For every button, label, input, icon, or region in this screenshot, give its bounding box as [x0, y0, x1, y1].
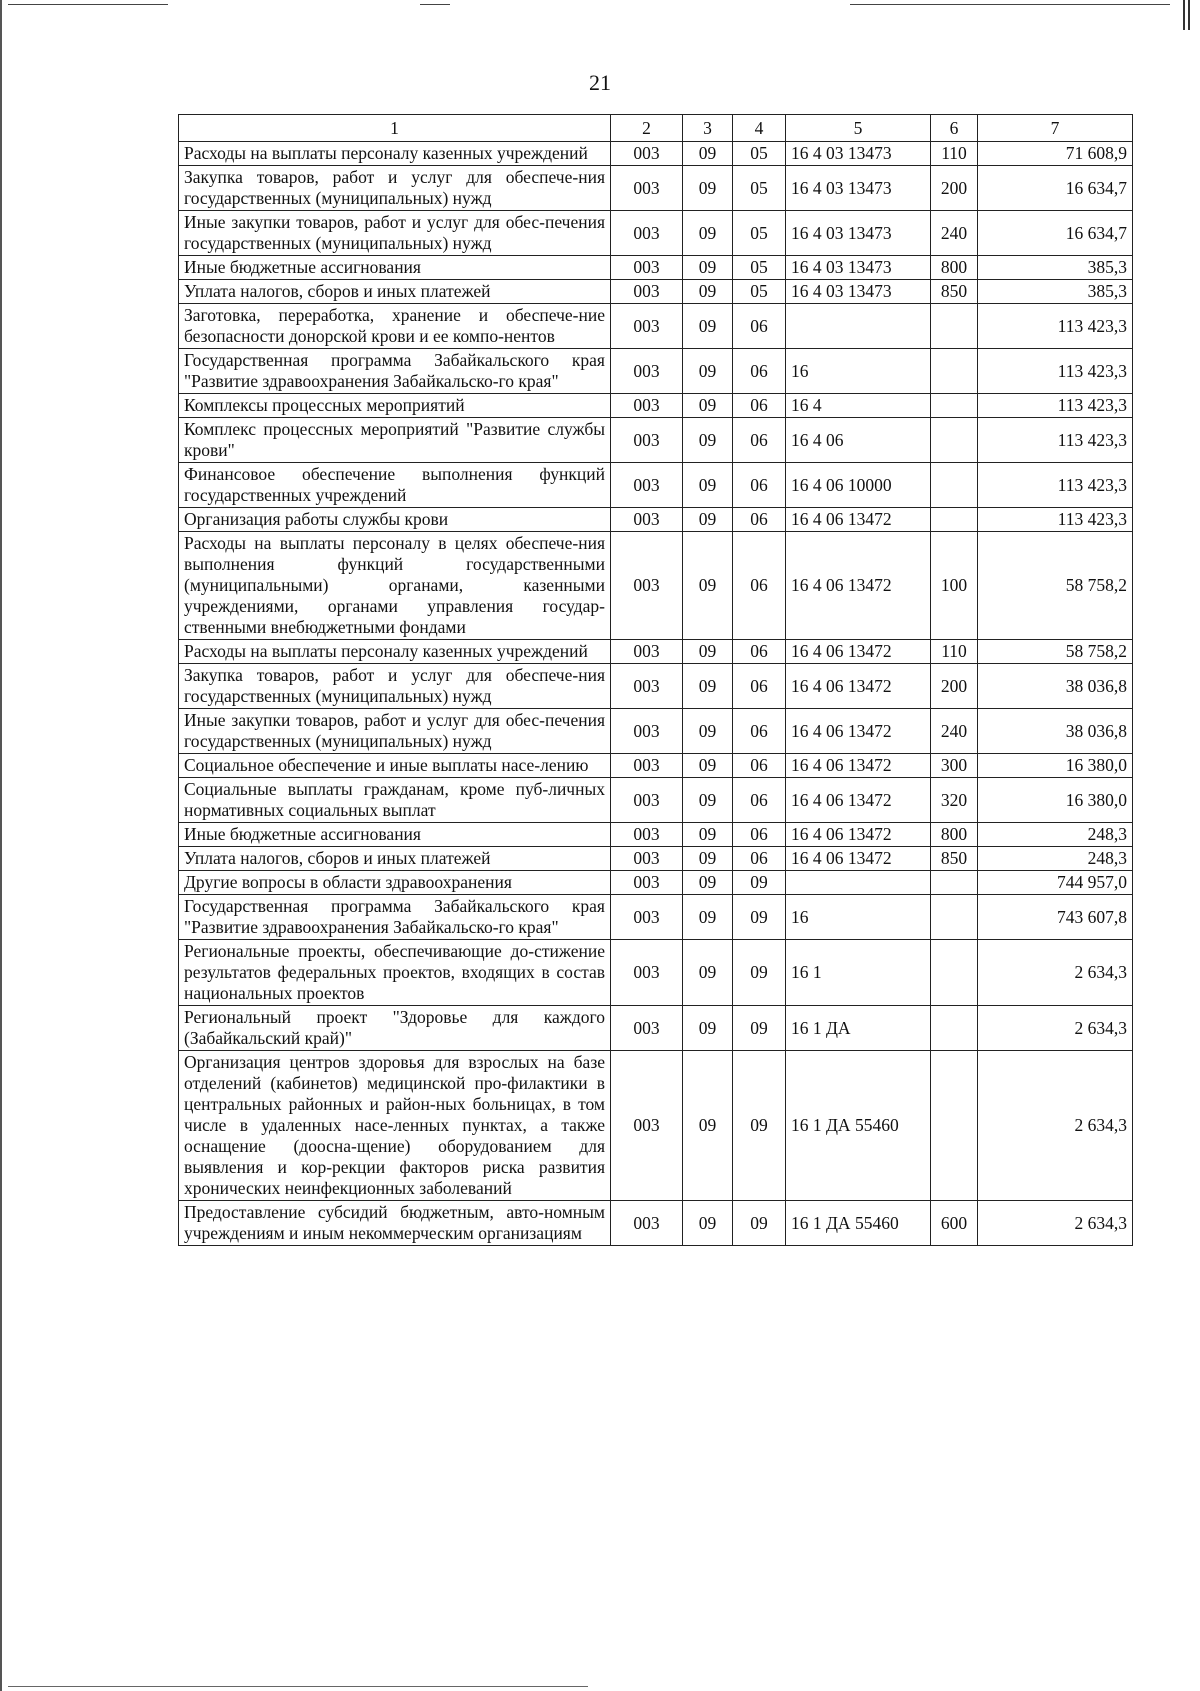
row-col-5: 16 4 06 13472: [786, 532, 931, 640]
table-row: [179, 349, 1133, 394]
table-row: [179, 709, 1133, 754]
row-col-7: 744 957,0: [978, 871, 1133, 895]
row-col-7: 248,3: [978, 823, 1133, 847]
row-description: Иные закупки товаров, работ и услуг для обес-печения государственных (муниципальных) нужд: [179, 709, 611, 754]
column-header: 5: [786, 115, 931, 142]
row-col-4: 06: [733, 823, 786, 847]
budget-table: [178, 114, 1133, 1246]
table-row: [179, 754, 1133, 778]
row-col-2: 003: [611, 1201, 683, 1246]
scan-line-top-right: [850, 4, 1170, 5]
row-col-6: 200: [931, 166, 978, 211]
row-col-3: 09: [683, 280, 733, 304]
row-col-7: 385,3: [978, 280, 1133, 304]
row-description: Организация центров здоровья для взрослых на базе отделений (кабинетов) медицинской про-филактики в центральных районных и район-ных больницах, в том числе в удаленных насе-ленных пунктах, а также оснащение (доосна-щение) оборудованием для выявления и кор-рекции факторов риска развития хронических неинфекционных заболеваний: [179, 1051, 611, 1201]
row-col-5: 16 4 06: [786, 418, 931, 463]
table-row: [179, 211, 1133, 256]
row-col-2: 003: [611, 211, 683, 256]
table-row: [179, 871, 1133, 895]
row-col-6: [931, 418, 978, 463]
row-col-2: 003: [611, 304, 683, 349]
table-row: [179, 280, 1133, 304]
row-col-6: [931, 349, 978, 394]
row-col-3: 09: [683, 142, 733, 166]
row-col-4: 09: [733, 1006, 786, 1051]
table-row: [179, 847, 1133, 871]
row-col-5: 16 4 03 13473: [786, 166, 931, 211]
row-col-4: 05: [733, 256, 786, 280]
row-col-3: 09: [683, 394, 733, 418]
row-col-3: 09: [683, 211, 733, 256]
row-col-2: 003: [611, 778, 683, 823]
table-row: [179, 778, 1133, 823]
row-col-7: 16 634,7: [978, 166, 1133, 211]
row-col-4: 09: [733, 871, 786, 895]
row-col-7: 113 423,3: [978, 508, 1133, 532]
row-col-3: 09: [683, 709, 733, 754]
row-col-6: 200: [931, 664, 978, 709]
row-col-7: 2 634,3: [978, 1006, 1133, 1051]
row-col-4: 06: [733, 664, 786, 709]
row-col-4: 06: [733, 532, 786, 640]
row-col-3: 09: [683, 940, 733, 1006]
row-col-3: 09: [683, 532, 733, 640]
row-col-3: 09: [683, 895, 733, 940]
row-col-5: 16 4 06 13472: [786, 508, 931, 532]
row-col-4: 09: [733, 1051, 786, 1201]
row-col-3: 09: [683, 418, 733, 463]
row-description: Уплата налогов, сборов и иных платежей: [179, 280, 611, 304]
row-col-3: 09: [683, 304, 733, 349]
row-col-5: 16 4 06 10000: [786, 463, 931, 508]
row-col-7: 113 423,3: [978, 304, 1133, 349]
row-col-7: 2 634,3: [978, 1051, 1133, 1201]
row-col-4: 06: [733, 394, 786, 418]
row-col-7: 743 607,8: [978, 895, 1133, 940]
table-row: [179, 895, 1133, 940]
row-col-5: 16 4 06 13472: [786, 664, 931, 709]
row-col-5: 16 4 03 13473: [786, 256, 931, 280]
row-col-3: 09: [683, 664, 733, 709]
row-col-5: 16 1: [786, 940, 931, 1006]
table-row: [179, 508, 1133, 532]
row-col-3: 09: [683, 256, 733, 280]
row-description: Расходы на выплаты персоналу казенных учреждений: [179, 640, 611, 664]
row-description: Расходы на выплаты персоналу казенных учреждений: [179, 142, 611, 166]
row-description: Иные бюджетные ассигнования: [179, 823, 611, 847]
row-col-4: 06: [733, 847, 786, 871]
row-col-4: 09: [733, 1201, 786, 1246]
row-col-2: 003: [611, 349, 683, 394]
row-col-4: 09: [733, 940, 786, 1006]
row-col-4: 06: [733, 640, 786, 664]
row-description: Расходы на выплаты персоналу в целях обеспече-ния выполнения функций государственными (муниципальными) органами, казенными учреждениями, органами управления государ-ственными внебюджетными фондами: [179, 532, 611, 640]
row-col-5: 16 4 03 13473: [786, 280, 931, 304]
row-col-3: 09: [683, 1051, 733, 1201]
row-col-6: 800: [931, 256, 978, 280]
row-col-6: [931, 871, 978, 895]
row-col-6: 110: [931, 640, 978, 664]
row-col-6: [931, 1051, 978, 1201]
row-col-2: 003: [611, 280, 683, 304]
row-col-6: [931, 508, 978, 532]
row-col-4: 06: [733, 418, 786, 463]
row-col-2: 003: [611, 394, 683, 418]
row-col-2: 003: [611, 142, 683, 166]
row-col-3: 09: [683, 754, 733, 778]
row-col-2: 003: [611, 532, 683, 640]
row-col-7: 58 758,2: [978, 640, 1133, 664]
row-col-2: 003: [611, 508, 683, 532]
row-col-5: 16 4 06 13472: [786, 754, 931, 778]
row-col-2: 003: [611, 664, 683, 709]
row-col-3: 09: [683, 640, 733, 664]
table-row: [179, 142, 1133, 166]
row-description: Региональный проект "Здоровье для каждого (Забайкальский край)": [179, 1006, 611, 1051]
row-col-6: 320: [931, 778, 978, 823]
row-col-7: 113 423,3: [978, 349, 1133, 394]
table-row: [179, 256, 1133, 280]
table-row: [179, 532, 1133, 640]
row-col-7: 113 423,3: [978, 418, 1133, 463]
row-col-2: 003: [611, 847, 683, 871]
table-row: [179, 640, 1133, 664]
row-col-3: 09: [683, 166, 733, 211]
row-col-6: [931, 394, 978, 418]
row-col-2: 003: [611, 823, 683, 847]
scan-line-top-middle: [420, 4, 450, 5]
row-description: Государственная программа Забайкальского края "Развитие здравоохранения Забайкальско-го края": [179, 349, 611, 394]
row-col-5: 16 4 03 13473: [786, 211, 931, 256]
row-col-2: 003: [611, 1006, 683, 1051]
table-row: [179, 1006, 1133, 1051]
page-number: 21: [589, 70, 611, 95]
row-col-5: 16 4 06 13472: [786, 847, 931, 871]
row-col-4: 06: [733, 709, 786, 754]
row-col-3: 09: [683, 847, 733, 871]
row-col-5: [786, 304, 931, 349]
row-description: Государственная программа Забайкальского края "Развитие здравоохранения Забайкальско-го края": [179, 895, 611, 940]
row-col-7: 2 634,3: [978, 1201, 1133, 1246]
scan-line-top-left: [8, 4, 168, 5]
row-col-6: 600: [931, 1201, 978, 1246]
table-row: [179, 418, 1133, 463]
row-col-3: 09: [683, 823, 733, 847]
row-description: Иные бюджетные ассигнования: [179, 256, 611, 280]
row-col-7: 16 634,7: [978, 211, 1133, 256]
row-description: Заготовка, переработка, хранение и обеспече-ние безопасности донорской крови и ее компо-нентов: [179, 304, 611, 349]
table-row: [179, 1201, 1133, 1246]
column-header: 1: [179, 115, 611, 142]
row-col-6: 800: [931, 823, 978, 847]
column-header: 4: [733, 115, 786, 142]
row-col-3: 09: [683, 778, 733, 823]
row-col-6: 110: [931, 142, 978, 166]
scan-border-left: [0, 0, 2, 1691]
row-col-6: 850: [931, 847, 978, 871]
row-col-7: 71 608,9: [978, 142, 1133, 166]
row-col-2: 003: [611, 256, 683, 280]
row-col-7: 58 758,2: [978, 532, 1133, 640]
row-col-3: 09: [683, 1006, 733, 1051]
row-col-7: 385,3: [978, 256, 1133, 280]
row-description: Иные закупки товаров, работ и услуг для обес-печения государственных (муниципальных) нужд: [179, 211, 611, 256]
row-col-5: 16: [786, 349, 931, 394]
row-col-4: 05: [733, 211, 786, 256]
row-col-2: 003: [611, 1051, 683, 1201]
row-col-6: 100: [931, 532, 978, 640]
column-header: 6: [931, 115, 978, 142]
row-col-4: 09: [733, 895, 786, 940]
row-col-7: 38 036,8: [978, 664, 1133, 709]
row-col-2: 003: [611, 895, 683, 940]
row-col-7: 113 423,3: [978, 463, 1133, 508]
row-col-5: 16 1 ДА: [786, 1006, 931, 1051]
row-col-6: 850: [931, 280, 978, 304]
row-col-7: 248,3: [978, 847, 1133, 871]
row-description: Уплата налогов, сборов и иных платежей: [179, 847, 611, 871]
row-col-6: [931, 1006, 978, 1051]
row-description: Региональные проекты, обеспечивающие до-стижение результатов федеральных проектов, входящих в состав национальных проектов: [179, 940, 611, 1006]
row-description: Комплексы процессных мероприятий: [179, 394, 611, 418]
row-col-6: 240: [931, 211, 978, 256]
row-col-7: 38 036,8: [978, 709, 1133, 754]
row-col-6: 240: [931, 709, 978, 754]
row-col-4: 05: [733, 166, 786, 211]
scan-mark-right: [1183, 0, 1190, 30]
scan-line-bottom: [8, 1686, 588, 1687]
column-header: 7: [978, 115, 1133, 142]
row-col-5: 16 4 06 13472: [786, 640, 931, 664]
row-col-4: 06: [733, 754, 786, 778]
row-col-5: 16 4 06 13472: [786, 823, 931, 847]
row-col-7: 16 380,0: [978, 778, 1133, 823]
table-row: [179, 394, 1133, 418]
row-col-2: 003: [611, 871, 683, 895]
row-col-5: 16 4 06 13472: [786, 709, 931, 754]
table-header-row: [179, 115, 1133, 142]
budget-table-body: [179, 115, 1133, 1246]
row-col-2: 003: [611, 166, 683, 211]
row-description: Финансовое обеспечение выполнения функций государственных учреждений: [179, 463, 611, 508]
row-col-6: [931, 895, 978, 940]
row-description: Комплекс процессных мероприятий "Развитие службы крови": [179, 418, 611, 463]
row-col-3: 09: [683, 463, 733, 508]
table-row: [179, 664, 1133, 709]
row-col-5: [786, 871, 931, 895]
row-col-6: [931, 463, 978, 508]
row-col-6: [931, 940, 978, 1006]
table-row: [179, 166, 1133, 211]
row-description: Предоставление субсидий бюджетным, авто-номным учреждениям и иным некоммерческим организациям: [179, 1201, 611, 1246]
table-row: [179, 463, 1133, 508]
row-col-4: 06: [733, 508, 786, 532]
row-col-4: 06: [733, 349, 786, 394]
table-row: [179, 823, 1133, 847]
row-col-4: 06: [733, 463, 786, 508]
row-col-2: 003: [611, 754, 683, 778]
row-col-7: 16 380,0: [978, 754, 1133, 778]
row-description: Закупка товаров, работ и услуг для обеспече-ния государственных (муниципальных) нужд: [179, 166, 611, 211]
row-col-6: 300: [931, 754, 978, 778]
row-col-2: 003: [611, 709, 683, 754]
row-description: Социальное обеспечение и иные выплаты насе-лению: [179, 754, 611, 778]
row-col-5: 16 1 ДА 55460: [786, 1201, 931, 1246]
row-col-3: 09: [683, 1201, 733, 1246]
row-col-5: 16: [786, 895, 931, 940]
row-description: Другие вопросы в области здравоохранения: [179, 871, 611, 895]
row-col-7: 113 423,3: [978, 394, 1133, 418]
row-col-3: 09: [683, 349, 733, 394]
row-col-7: 2 634,3: [978, 940, 1133, 1006]
row-col-4: 06: [733, 778, 786, 823]
row-col-5: 16 4 03 13473: [786, 142, 931, 166]
row-col-2: 003: [611, 640, 683, 664]
table-row: [179, 1051, 1133, 1201]
row-col-3: 09: [683, 871, 733, 895]
column-header: 2: [611, 115, 683, 142]
table-row: [179, 304, 1133, 349]
row-description: Социальные выплаты гражданам, кроме пуб-личных нормативных социальных выплат: [179, 778, 611, 823]
table-row: [179, 940, 1133, 1006]
row-col-5: 16 1 ДА 55460: [786, 1051, 931, 1201]
row-col-4: 05: [733, 280, 786, 304]
column-header: 3: [683, 115, 733, 142]
row-col-2: 003: [611, 418, 683, 463]
row-col-4: 06: [733, 304, 786, 349]
row-col-2: 003: [611, 940, 683, 1006]
row-col-6: [931, 304, 978, 349]
row-col-5: 16 4 06 13472: [786, 778, 931, 823]
row-col-5: 16 4: [786, 394, 931, 418]
row-col-2: 003: [611, 463, 683, 508]
row-col-3: 09: [683, 508, 733, 532]
row-description: Закупка товаров, работ и услуг для обеспече-ния государственных (муниципальных) нужд: [179, 664, 611, 709]
row-description: Организация работы службы крови: [179, 508, 611, 532]
row-col-4: 05: [733, 142, 786, 166]
